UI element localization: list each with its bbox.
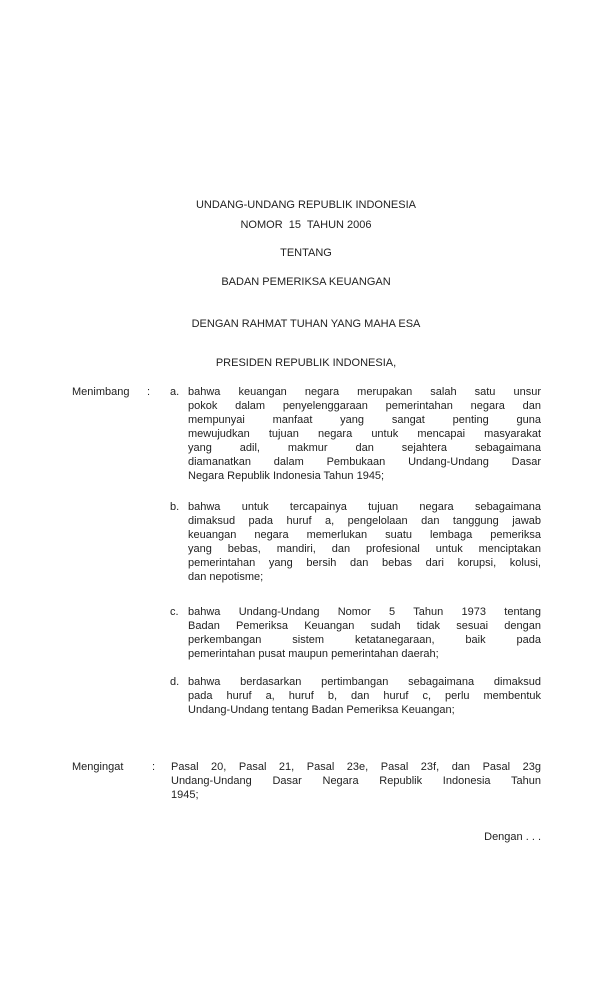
law-subject: BADAN PEMERIKSA KEUANGAN (221, 276, 391, 288)
text-line: bahwa untuk tercapainya tujuan negara sebagaimana (188, 501, 541, 513)
item-letter: c. (170, 606, 179, 618)
text-line: yang adil, makmur dan sejahtera sebagaimana (188, 442, 541, 454)
mengingat-colon: : (152, 761, 156, 773)
text-line: mempunyai manfaat yang sangat penting guna (188, 414, 541, 426)
menimbang-item (188, 675, 541, 717)
text-line: mewujudkan tujuan negara untuk mencapai masyarakat (188, 428, 541, 440)
text-line: diamanatkan dalam Pembukaan Undang-Undang Dasar (188, 456, 541, 468)
text-line: dan nepotisme; (188, 571, 264, 583)
text-line: Undang-Undang tentang Badan Pemeriksa Keuangan; (188, 704, 455, 716)
text-line: Pasal 20, Pasal 21, Pasal 23e, Pasal 23f, dan Pasal 23g (171, 761, 541, 773)
text-line: bahwa Undang-Undang Nomor 5 Tahun 1973 tentang (188, 606, 541, 618)
text-line: pokok dalam penyelenggaraan pemerintahan negara dan (188, 400, 541, 412)
text-line: dimaksud pada huruf a, pengelolaan dan tanggung jawab (188, 515, 541, 527)
menimbang-item (188, 385, 541, 483)
text-line: Negara Republik Indonesia Tahun 1945; (188, 470, 385, 482)
text-line: bahwa keuangan negara merupakan salah satu unsur (188, 386, 541, 398)
mengingat-text (171, 760, 541, 802)
item-letter: b. (170, 501, 180, 513)
item-letter: d. (170, 676, 180, 688)
text-line: 1945; (171, 789, 199, 801)
item-letter: a. (170, 386, 180, 398)
text-line: pemerintahan yang bersih dan bebas dari korupsi, kolusi, (188, 557, 541, 569)
text-line: pada huruf a, huruf b, dan huruf c, perlu membentuk (188, 690, 541, 702)
menimbang-colon: : (147, 386, 151, 398)
law-number: NOMOR 15 TAHUN 2006 (240, 219, 372, 231)
text-line: keuangan negara memerlukan suatu lembaga pemeriksa (188, 529, 541, 541)
text-line: pemerintahan pusat maupun pemerintahan daerah; (188, 648, 439, 660)
text-line: yang bebas, mandiri, dan profesional untuk menciptakan (188, 543, 541, 555)
text-line: Badan Pemeriksa Keuangan sudah tidak sesuai dengan (188, 620, 541, 632)
president-heading: PRESIDEN REPUBLIK INDONESIA, (215, 357, 397, 369)
text-line: Undang-Undang Dasar Negara Republik Indonesia Tahun (171, 775, 541, 787)
mengingat-label: Mengingat (72, 761, 124, 773)
about-heading: TENTANG (280, 247, 332, 259)
invocation: DENGAN RAHMAT TUHAN YANG MAHA ESA (191, 318, 421, 330)
text-line: bahwa berdasarkan pertimbangan sebagaimana dimaksud (188, 676, 541, 688)
menimbang-item (188, 500, 541, 584)
menimbang-label: Menimbang (72, 386, 130, 398)
continued-note: Dengan . . . (484, 831, 541, 843)
text-line: perkembangan sistem ketatanegaraan, baik pada (188, 634, 541, 646)
menimbang-item (188, 605, 541, 661)
law-title: UNDANG-UNDANG REPUBLIK INDONESIA (195, 199, 417, 211)
